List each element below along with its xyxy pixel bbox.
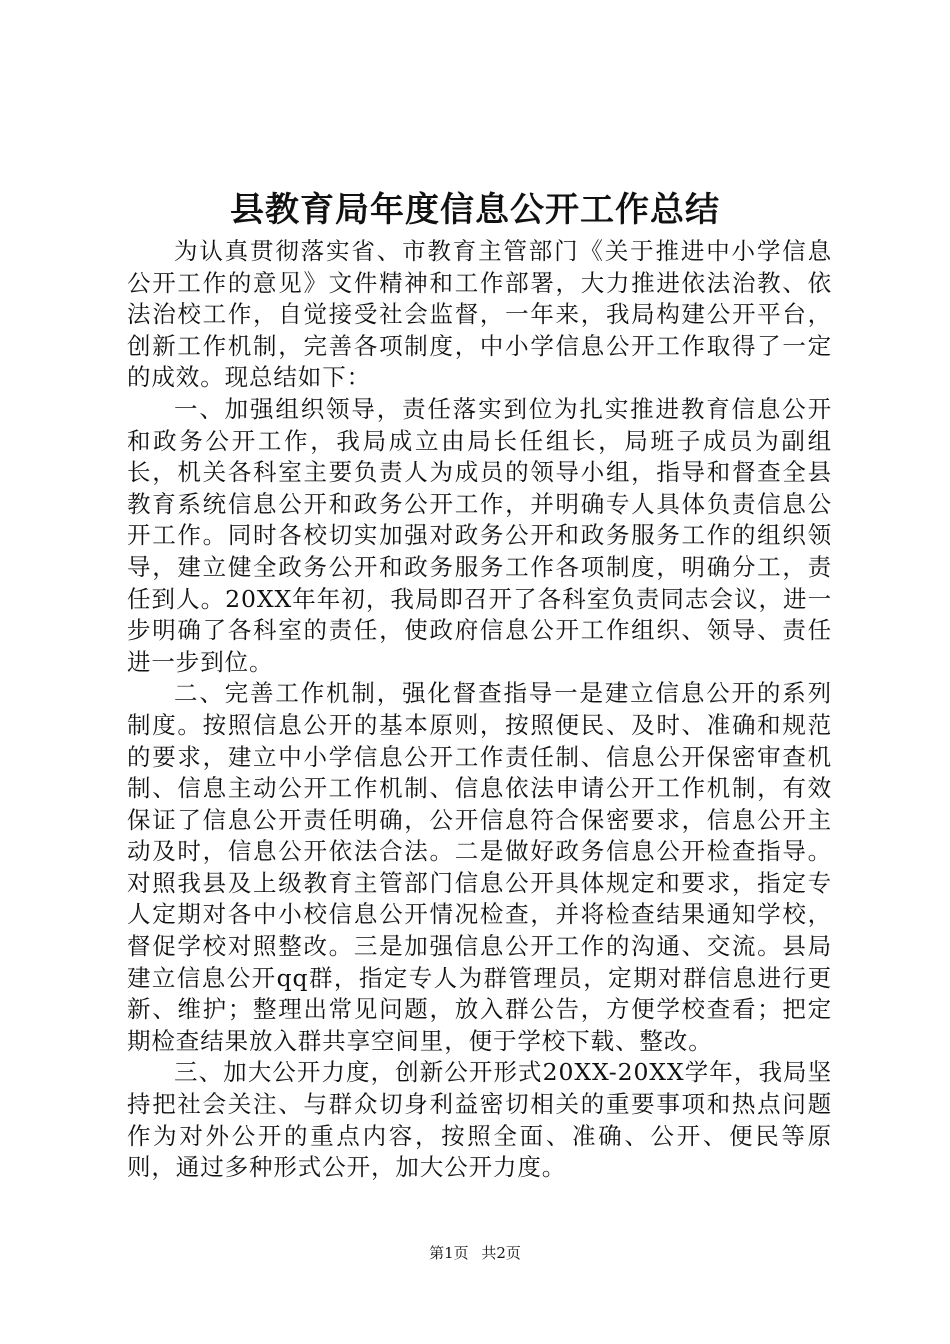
paragraph-section-1: 一、加强组织领导，责任落实到位为扎实推进教育信息公开和政务公开工作，我局成立由局长任组长，局班子成员为副组长，机关各科室主要负责人为成员的领导小组，指导和督查全县教育系统信息公开和政务公开工作，并明确专人具体负责信息公开工作。同时各校切实加强对政务公开和政务服务工作的组织领导，建立健全政务公开和政务服务工作各项制度，明确分工，责任到人。20XX年年初，我局即召开了各科室负责同志会议，进一步明确了各科室的责任，使政府信息公开工作组织、领导、责任进一步到位。 <box>127 394 832 676</box>
paragraph-section-3: 三、加大公开力度，创新公开形式20XX-20XX学年，我局坚持把社会关注、与群众切身利益密切相关的重要事项和热点问题作为对外公开的重点内容，按照全面、准确、公开、便民等原则，通过多种形式公开，加大公开力度。 <box>127 1058 832 1182</box>
page-footer <box>0 1243 950 1263</box>
document-title: 县教育局年度信息公开工作总结 <box>230 190 720 230</box>
page-total: 共2页 <box>481 1244 521 1262</box>
paragraph-intro: 为认真贯彻落实省、市教育主管部门《关于推进中小学信息公开工作的意见》文件精神和工作部署，大力推进依法治教、依法治校工作，自觉接受社会监督，一年来，我局构建公开平台，创新工作机制，完善各项制度，中小学信息公开工作取得了一定的成效。现总结如下： <box>127 237 832 392</box>
paragraph-section-2: 二、完善工作机制，强化督查指导一是建立信息公开的系列制度。按照信息公开的基本原则，按照便民、及时、准确和规范的要求，建立中小学信息公开工作责任制、信息公开保密审查机制、信息主动公开工作机制、信息依法申请公开工作机制，有效保证了信息公开责任明确，公开信息符合保密要求，信息公开主动及时，信息公开依法合法。二是做好政务信息公开检查指导。对照我县及上级教育主管部门信息公开具体规定和要求，指定专人定期对各中小校信息公开情况检查，并将检查结果通知学校，督促学校对照整改。三是加强信息公开工作的沟通、交流。县局建立信息公开qq群，指定专人为群管理员，定期对群信息进行更新、维护；整理出常见问题，放入群公告，方便学校查看；把定期检查结果放入群共享空间里，便于学校下载、整改。 <box>127 679 832 1055</box>
document-body <box>127 236 832 1184</box>
page-number: 第1页 <box>429 1244 469 1262</box>
